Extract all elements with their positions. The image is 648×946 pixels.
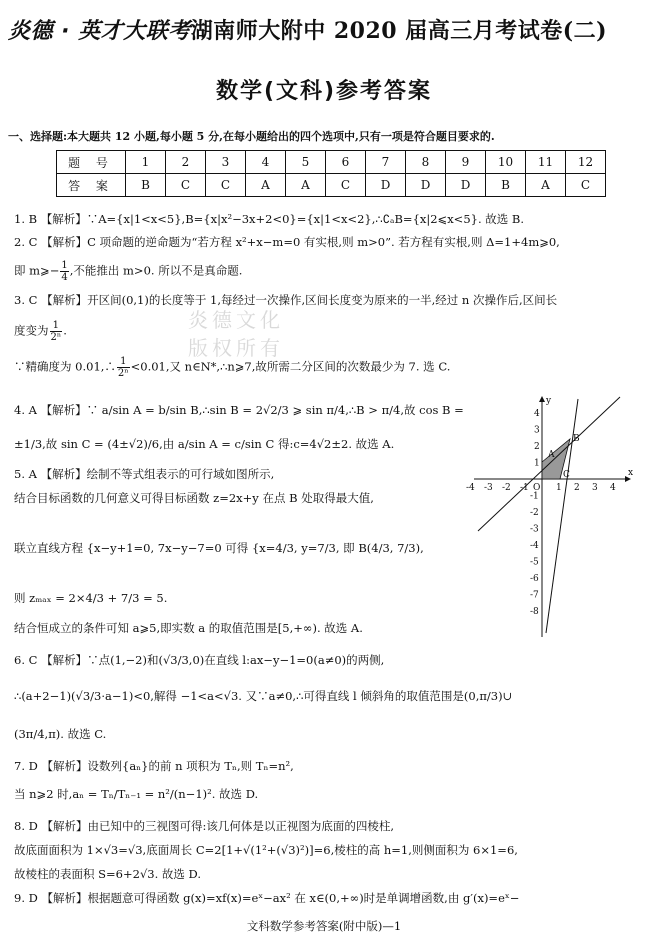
- table-cell: 3: [206, 151, 246, 174]
- table-cell: C: [326, 174, 366, 197]
- table-cell: 6: [326, 151, 366, 174]
- table-cell: 1: [126, 151, 166, 174]
- solution-6-line-1: 6. C 【解析】∵点(1,−2)和(√3/3,0)在直线 l:ax−y−1=0(a≠0)的两侧,: [14, 653, 385, 667]
- table-cell: B: [486, 174, 526, 197]
- numerator: 1: [117, 356, 130, 368]
- row-label-number: 题 号: [57, 151, 126, 174]
- x-tick-label: 1: [556, 483, 562, 493]
- y-tick-label: -3: [530, 524, 539, 535]
- solution-9-line-1: 9. D 【解析】根据题意可得函数 g(x)=xf(x)=eˣ−ax² 在 x∈(0,+∞)时是单调增函数,由 g′(x)=eˣ−: [14, 891, 520, 905]
- fraction: [60, 260, 68, 283]
- y-axis-label: y: [546, 396, 552, 406]
- table-cell: 9: [446, 151, 486, 174]
- text-span: ,不能推出 m>0. 所以不是真命题.: [69, 263, 243, 278]
- feasible-region-graph: [466, 393, 638, 641]
- brand-title: 炎德 · 英才大联考: [8, 19, 191, 44]
- numerator: 1: [61, 260, 68, 271]
- table-cell: 2: [166, 151, 206, 174]
- solution-7-line-2: 当 n⩾2 时,aₙ = Tₙ/Tₙ₋₁ = n²/(n−1)². 故选 D.: [14, 787, 259, 801]
- solution-4-line-1: 4. A 【解析】∵ a/sin A = b/sin B,∴sin B = 2√2/3 ⩾ sin π/4,∴B > π/4,故 cos B =: [14, 403, 464, 417]
- solution-3-line-3: [14, 356, 450, 379]
- watermark: 炎德文化 版权所有: [188, 308, 284, 360]
- text-span: ∵精确度为 0.01,∴: [14, 359, 116, 374]
- text-span: 即 m⩾−: [14, 263, 60, 278]
- denominator: 2ⁿ: [117, 368, 129, 379]
- table-cell: D: [366, 174, 406, 197]
- row-label-answer: 答 案: [57, 174, 126, 197]
- section-title: 一、选择题:本大题共 12 小题,每小题 5 分,在每小题给出的四个选项中,只有一项是符合题目要求的.: [8, 130, 495, 143]
- solution-2-line-2: [14, 260, 242, 283]
- x-tick-label: -4: [466, 483, 475, 493]
- x-tick-label: 3: [592, 483, 598, 493]
- page-subtitle: 数学(文科)参考答案: [215, 79, 433, 104]
- y-tick-label: -5: [530, 557, 539, 568]
- line-x-minus-y-plus-1: [478, 397, 620, 531]
- text-span: 度变为: [14, 323, 49, 338]
- solution-4-line-2: ±1/3,故 sin C = (4±√2)/6,由 a/sin A = c/sin C 得:c=4√2±2. 故选 A.: [14, 437, 395, 451]
- exam-title: 湖南师大附中 2020 届高三月考试卷(二): [190, 18, 608, 44]
- solution-5-line-5: 结合恒成立的条件可知 a⩾5,即实数 a 的取值范围是[5,+∞). 故选 A.: [14, 621, 363, 635]
- y-tick-label: 3: [534, 425, 540, 436]
- table-cell: 10: [486, 151, 526, 174]
- fraction: [117, 356, 130, 379]
- answer-table: [56, 150, 606, 197]
- table-cell: C: [206, 174, 246, 197]
- solution-3-line-2: [14, 320, 67, 343]
- x-tick-label: -3: [484, 483, 493, 493]
- solution-6-line-2: ∴(a+2−1)(√3/3·a−1)<0,解得 −1<a<√3. 又∵a≠0,∴可得直线 l 倾斜角的取值范围是(0,π/3)∪: [14, 689, 513, 703]
- table-cell: D: [446, 174, 486, 197]
- table-cell: D: [406, 174, 446, 197]
- denominator: 4: [61, 272, 68, 283]
- point-label-b: B: [573, 434, 580, 444]
- x-tick-label: -2: [502, 483, 511, 493]
- x-axis-label: x: [628, 468, 634, 478]
- table-cell: 8: [406, 151, 446, 174]
- x-tick-label: 4: [610, 483, 616, 493]
- origin-label: O: [533, 483, 541, 493]
- table-cell: C: [166, 174, 206, 197]
- y-tick-label: 1: [534, 458, 540, 469]
- numerator: 1: [50, 320, 63, 332]
- point-label-a: A: [548, 450, 555, 460]
- solution-5-line-1: 5. A 【解析】绘制不等式组表示的可行域如图所示,: [14, 467, 275, 481]
- solution-5-line-4: 则 zₘₐₓ = 2×4/3 + 7/3 = 5.: [14, 591, 168, 605]
- answer-table-numbers-row: [57, 151, 606, 174]
- table-cell: B: [126, 174, 166, 197]
- answer-table-answers-row: [57, 174, 606, 197]
- solution-6-line-3: (3π/4,π). 故选 C.: [14, 727, 107, 741]
- table-cell: 4: [246, 151, 286, 174]
- y-tick-label: -4: [530, 541, 539, 551]
- table-cell: C: [566, 174, 606, 197]
- y-tick-label: -2: [530, 508, 539, 518]
- x-tick-label: -1: [520, 483, 529, 493]
- table-cell: A: [246, 174, 286, 197]
- solution-8-line-2: 故底面面积为 1×√3=√3,底面周长 C=2[1+√(1²+(√3)²)]=6,棱柱的高 h=1,则侧面积为 6×1=6,: [14, 843, 518, 857]
- point-label-c: C: [563, 470, 570, 480]
- table-cell: 12: [566, 151, 606, 174]
- y-tick-label: -7: [530, 590, 539, 601]
- table-cell: A: [526, 174, 566, 197]
- solution-8-line-3: 故棱柱的表面积 S=6+2√3. 故选 D.: [14, 867, 202, 881]
- y-tick-label: 2: [534, 442, 540, 452]
- y-tick-label: -8: [530, 607, 539, 617]
- table-cell: A: [286, 174, 326, 197]
- y-tick-label: -1: [530, 491, 539, 502]
- solution-2-line-1: 2. C 【解析】C 项命题的逆命题为“若方程 x²+x−m=0 有实根,则 m>0”. 若方程有实根,则 Δ=1+4m⩾0,: [14, 235, 560, 249]
- table-cell: 11: [526, 151, 566, 174]
- solution-3-line-1: 3. C 【解析】开区间(0,1)的长度等于 1,每经过一次操作,区间长度变为原来的一半,经过 n 次操作后,区间长: [14, 293, 558, 307]
- solution-7-line-1: 7. D 【解析】设数列{aₙ}的前 n 项积为 Tₙ,则 Tₙ=n²,: [14, 759, 294, 773]
- solution-5-line-2: 结合目标函数的几何意义可得目标函数 z=2x+y 在点 B 处取得最大值,: [14, 491, 374, 505]
- table-cell: 7: [366, 151, 406, 174]
- solution-5-line-3: 联立直线方程 {x−y+1=0, 7x−y−7=0 可得 {x=4/3, y=7/3, 即 B(4/3, 7/3),: [14, 541, 424, 555]
- text-span: <0.01,又 n∈N*,∴n⩾7,故所需二分区间的次数最少为 7. 选 C.: [130, 359, 451, 374]
- solution-8-line-1: 8. D 【解析】由已知中的三视图可得:该几何体是以正视图为底面的四棱柱,: [14, 819, 395, 833]
- page-footer: 文科数学参考答案(附中版)—1: [246, 919, 402, 933]
- x-tick-label: 2: [574, 483, 580, 493]
- y-tick-label: 4: [534, 409, 540, 419]
- y-tick-label: -6: [530, 574, 539, 584]
- table-cell: 5: [286, 151, 326, 174]
- solution-1: 1. B 【解析】∵A={x|1<x<5},B={x|x²−3x+2<0}={x|1<x<2},∴∁ₐB={x|2⩽x<5}. 故选 B.: [14, 212, 525, 226]
- text-span: .: [63, 323, 67, 338]
- denominator: 2ⁿ: [50, 332, 62, 343]
- fraction: [50, 320, 63, 343]
- document-header: [8, 14, 640, 45]
